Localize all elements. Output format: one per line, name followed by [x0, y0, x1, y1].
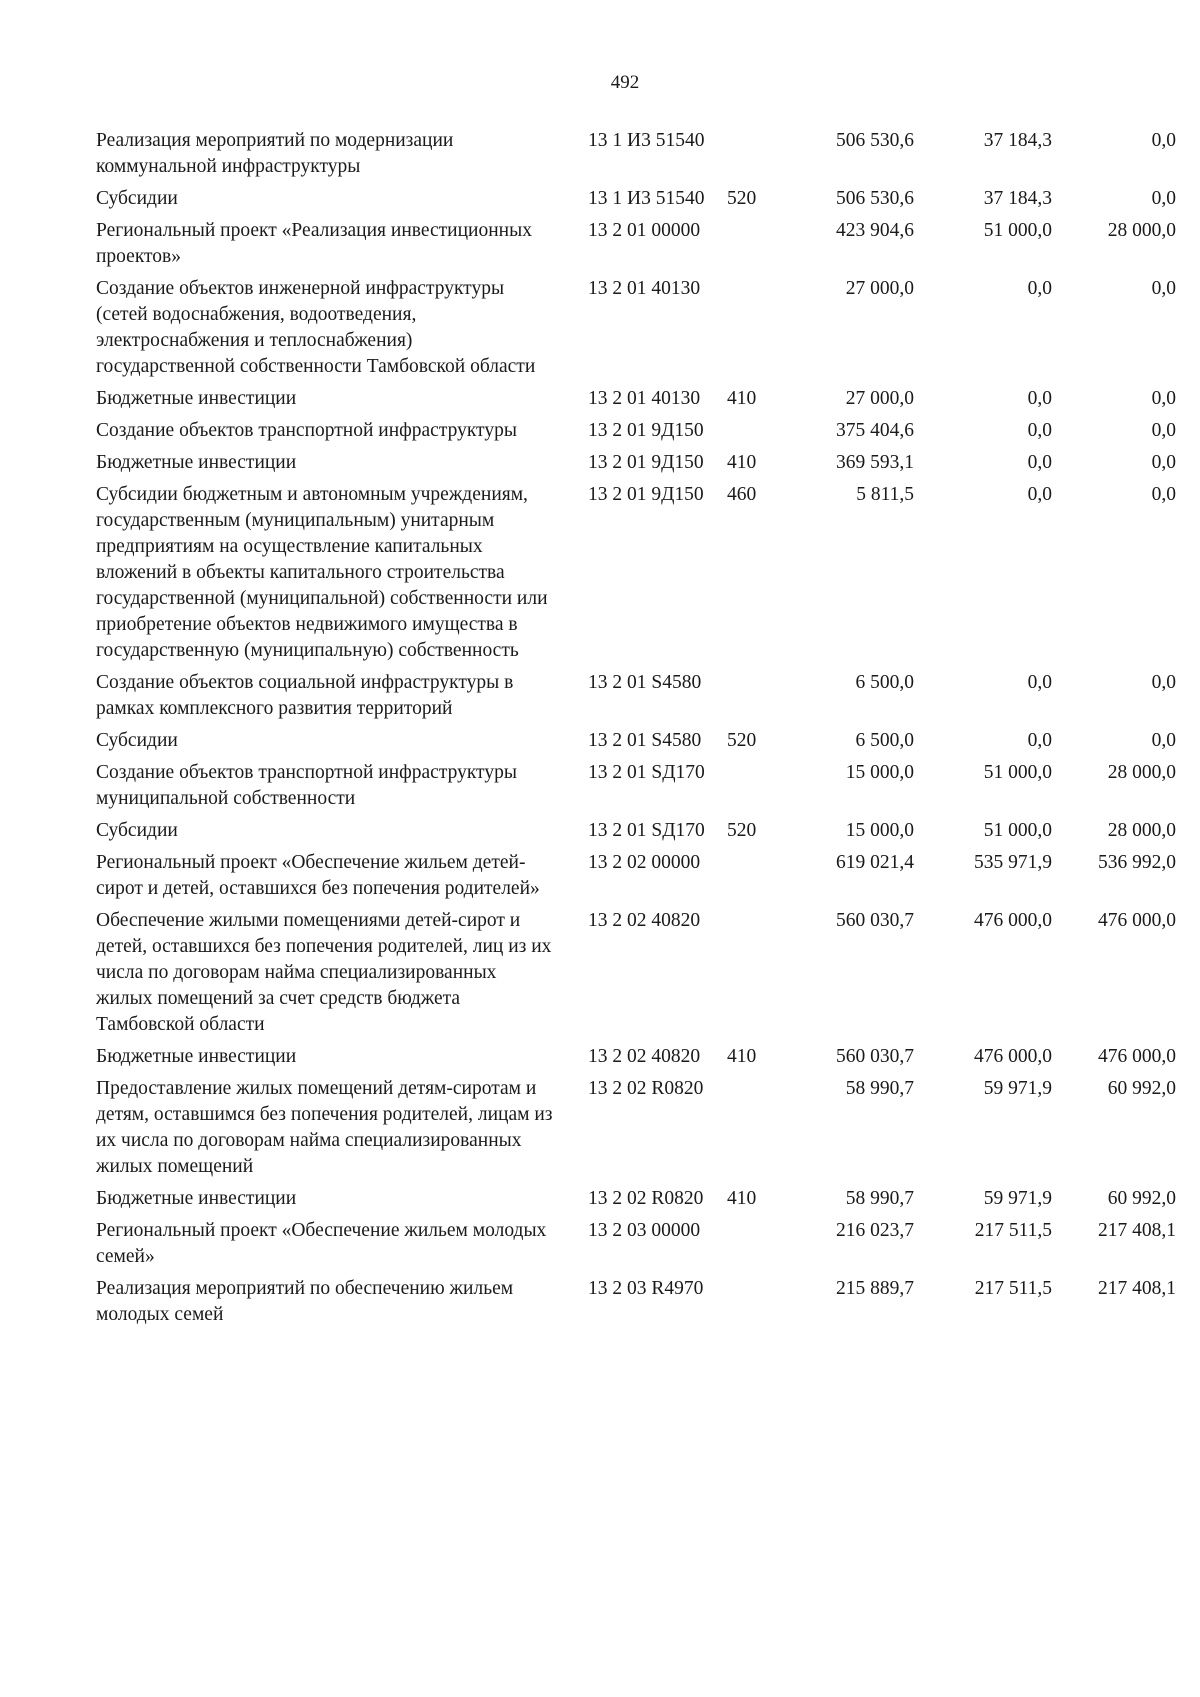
table-row [96, 386, 1176, 418]
amount-year-3: 0,0 [1151, 388, 1176, 409]
expense-type-code [721, 128, 776, 186]
table-row [96, 728, 1176, 760]
budget-table [96, 128, 1176, 1334]
target-code: 13 2 01 9Д150 [588, 484, 704, 505]
expense-type-code: 520 [727, 730, 757, 751]
expense-type-code: 410 [727, 452, 757, 473]
page-number: 492 [610, 72, 640, 93]
target-code: 13 2 02 40820 [588, 910, 701, 931]
target-code: 13 2 02 00000 [588, 852, 701, 873]
amount-year-1: 560 030,7 [836, 1046, 914, 1067]
target-code: 13 2 03 R4970 [588, 1278, 704, 1299]
amount-year-1: 369 593,1 [836, 452, 914, 473]
expense-type-code [721, 1276, 776, 1334]
expense-type-code [721, 218, 776, 276]
amount-year-3: 536 992,0 [1098, 852, 1176, 873]
table-row [96, 418, 1176, 450]
expense-name: Создание объектов транспортной инфраструктуры [96, 420, 517, 441]
amount-year-2: 0,0 [1027, 452, 1052, 473]
expense-name: Создание объектов транспортной инфраструктуры муниципальной собственности [96, 762, 517, 809]
target-code: 13 2 01 9Д150 [588, 452, 704, 473]
expense-type-code: 410 [727, 1188, 757, 1209]
expense-type-code [721, 670, 776, 728]
amount-year-2: 0,0 [1027, 484, 1052, 505]
target-code: 13 2 01 00000 [588, 220, 701, 241]
target-code: 13 2 01 40130 [588, 388, 701, 409]
expense-type-code [721, 760, 776, 818]
table-row [96, 186, 1176, 218]
amount-year-2: 476 000,0 [974, 910, 1052, 931]
target-code: 13 2 02 R0820 [588, 1188, 704, 1209]
target-code: 13 2 01 SД170 [588, 762, 705, 783]
amount-year-1: 215 889,7 [836, 1278, 914, 1299]
amount-year-1: 560 030,7 [836, 910, 914, 931]
expense-type-code: 520 [727, 188, 757, 209]
expense-name: Бюджетные инвестиции [96, 1046, 297, 1067]
amount-year-2: 51 000,0 [983, 220, 1052, 241]
expense-type-code: 410 [727, 388, 757, 409]
amount-year-1: 6 500,0 [855, 730, 914, 751]
expense-name: Субсидии бюджетным и автономным учреждениям, государственным (муниципальным) унитарным предприятиям на осуществление капитальных вложений в объекты капитального строительства государственной (муниципальной) собственности или приобретение объектов недвижимого имущества в государственную (муниципальную) собственность [96, 484, 548, 661]
table-row [96, 276, 1176, 386]
amount-year-2: 217 511,5 [974, 1278, 1052, 1299]
expense-name: Региональный проект «Реализация инвестиционных проектов» [96, 220, 532, 267]
expense-type-code [721, 418, 776, 450]
target-code: 13 2 01 SД170 [588, 820, 705, 841]
amount-year-2: 59 971,9 [983, 1188, 1052, 1209]
amount-year-2: 37 184,3 [983, 188, 1052, 209]
amount-year-3: 217 408,1 [1098, 1278, 1176, 1299]
amount-year-2: 0,0 [1027, 420, 1052, 441]
expense-name: Создание объектов социальной инфраструктуры в рамках комплексного развития территорий [96, 672, 514, 719]
amount-year-2: 217 511,5 [974, 1220, 1052, 1241]
amount-year-1: 375 404,6 [836, 420, 914, 441]
expense-name: Создание объектов инженерной инфраструктуры (сетей водоснабжения, водоотведения, электроснабжения и теплоснабжения) государственной собственности Тамбовской области [96, 278, 536, 377]
amount-year-3: 28 000,0 [1107, 820, 1176, 841]
table-row [96, 670, 1176, 728]
expense-type-code [721, 276, 776, 386]
table-row [96, 128, 1176, 186]
amount-year-1: 58 990,7 [845, 1188, 914, 1209]
table-row [96, 1218, 1176, 1276]
amount-year-2: 0,0 [1027, 278, 1052, 299]
amount-year-1: 619 021,4 [836, 852, 914, 873]
expense-name: Реализация мероприятий по модернизации коммунальной инфраструктуры [96, 130, 454, 177]
expense-name: Субсидии [96, 188, 178, 209]
amount-year-1: 27 000,0 [845, 278, 914, 299]
amount-year-3: 0,0 [1151, 278, 1176, 299]
amount-year-1: 15 000,0 [845, 820, 914, 841]
amount-year-1: 6 500,0 [855, 672, 914, 693]
amount-year-1: 506 530,6 [836, 130, 914, 151]
amount-year-1: 5 811,5 [856, 484, 914, 505]
expense-type-code [721, 1076, 776, 1186]
amount-year-3: 28 000,0 [1107, 220, 1176, 241]
amount-year-3: 476 000,0 [1098, 1046, 1176, 1067]
table-row [96, 760, 1176, 818]
amount-year-2: 476 000,0 [974, 1046, 1052, 1067]
table-row [96, 908, 1176, 1044]
target-code: 13 2 01 9Д150 [588, 420, 704, 441]
expense-name: Реализация мероприятий по обеспечению жильем молодых семей [96, 1278, 514, 1325]
expense-type-code [721, 908, 776, 1044]
target-code: 13 2 01 40130 [588, 278, 701, 299]
target-code: 13 2 02 40820 [588, 1046, 701, 1067]
amount-year-3: 0,0 [1151, 420, 1176, 441]
amount-year-3: 0,0 [1151, 188, 1176, 209]
amount-year-3: 476 000,0 [1098, 910, 1176, 931]
amount-year-1: 15 000,0 [845, 762, 914, 783]
target-code: 13 2 02 R0820 [588, 1078, 704, 1099]
budget-table-body [96, 128, 1176, 1334]
target-code: 13 1 И3 51540 [588, 188, 705, 209]
amount-year-3: 0,0 [1151, 730, 1176, 751]
amount-year-1: 216 023,7 [836, 1220, 914, 1241]
table-row [96, 218, 1176, 276]
expense-name: Региональный проект «Обеспечение жильем детей-сирот и детей, оставшихся без попечения родителей» [96, 852, 540, 899]
expense-type-code [721, 1218, 776, 1276]
amount-year-2: 0,0 [1027, 388, 1052, 409]
amount-year-3: 60 992,0 [1107, 1078, 1176, 1099]
amount-year-3: 0,0 [1151, 452, 1176, 473]
table-row [96, 850, 1176, 908]
table-row [96, 450, 1176, 482]
amount-year-2: 59 971,9 [983, 1078, 1052, 1099]
target-code: 13 1 И3 51540 [588, 130, 705, 151]
expense-type-code: 520 [727, 820, 757, 841]
amount-year-3: 60 992,0 [1107, 1188, 1176, 1209]
expense-type-code: 460 [727, 484, 757, 505]
amount-year-3: 0,0 [1151, 484, 1176, 505]
amount-year-1: 423 904,6 [836, 220, 914, 241]
table-row [96, 1044, 1176, 1076]
expense-name: Бюджетные инвестиции [96, 1188, 297, 1209]
expense-name: Субсидии [96, 820, 178, 841]
amount-year-2: 0,0 [1027, 672, 1052, 693]
amount-year-2: 0,0 [1027, 730, 1052, 751]
amount-year-2: 51 000,0 [983, 820, 1052, 841]
amount-year-1: 506 530,6 [836, 188, 914, 209]
amount-year-3: 217 408,1 [1098, 1220, 1176, 1241]
target-code: 13 2 01 S4580 [588, 672, 702, 693]
expense-name: Предоставление жилых помещений детям-сиротам и детям, оставшимся без попечения родителей, лицам из их числа по договорам найма специализированных жилых помещений [96, 1078, 553, 1177]
amount-year-3: 28 000,0 [1107, 762, 1176, 783]
amount-year-3: 0,0 [1151, 130, 1176, 151]
amount-year-2: 51 000,0 [983, 762, 1052, 783]
amount-year-1: 27 000,0 [845, 388, 914, 409]
target-code: 13 2 03 00000 [588, 1220, 701, 1241]
expense-name: Региональный проект «Обеспечение жильем молодых семей» [96, 1220, 547, 1267]
expense-name: Бюджетные инвестиции [96, 388, 297, 409]
table-row [96, 818, 1176, 850]
expense-type-code [721, 850, 776, 908]
expense-name: Бюджетные инвестиции [96, 452, 297, 473]
target-code: 13 2 01 S4580 [588, 730, 702, 751]
amount-year-3: 0,0 [1151, 672, 1176, 693]
amount-year-2: 37 184,3 [983, 130, 1052, 151]
table-row [96, 1186, 1176, 1218]
expense-name: Обеспечение жилыми помещениями детей-сирот и детей, оставшихся без попечения родителей, лиц из их числа по договорам найма специализированных жилых помещений за счет средств бюджета Тамбовской области [96, 910, 552, 1035]
table-row [96, 1276, 1176, 1334]
amount-year-1: 58 990,7 [845, 1078, 914, 1099]
expense-name: Субсидии [96, 730, 178, 751]
table-row [96, 482, 1176, 670]
expense-type-code: 410 [727, 1046, 757, 1067]
table-row [96, 1076, 1176, 1186]
amount-year-2: 535 971,9 [974, 852, 1052, 873]
